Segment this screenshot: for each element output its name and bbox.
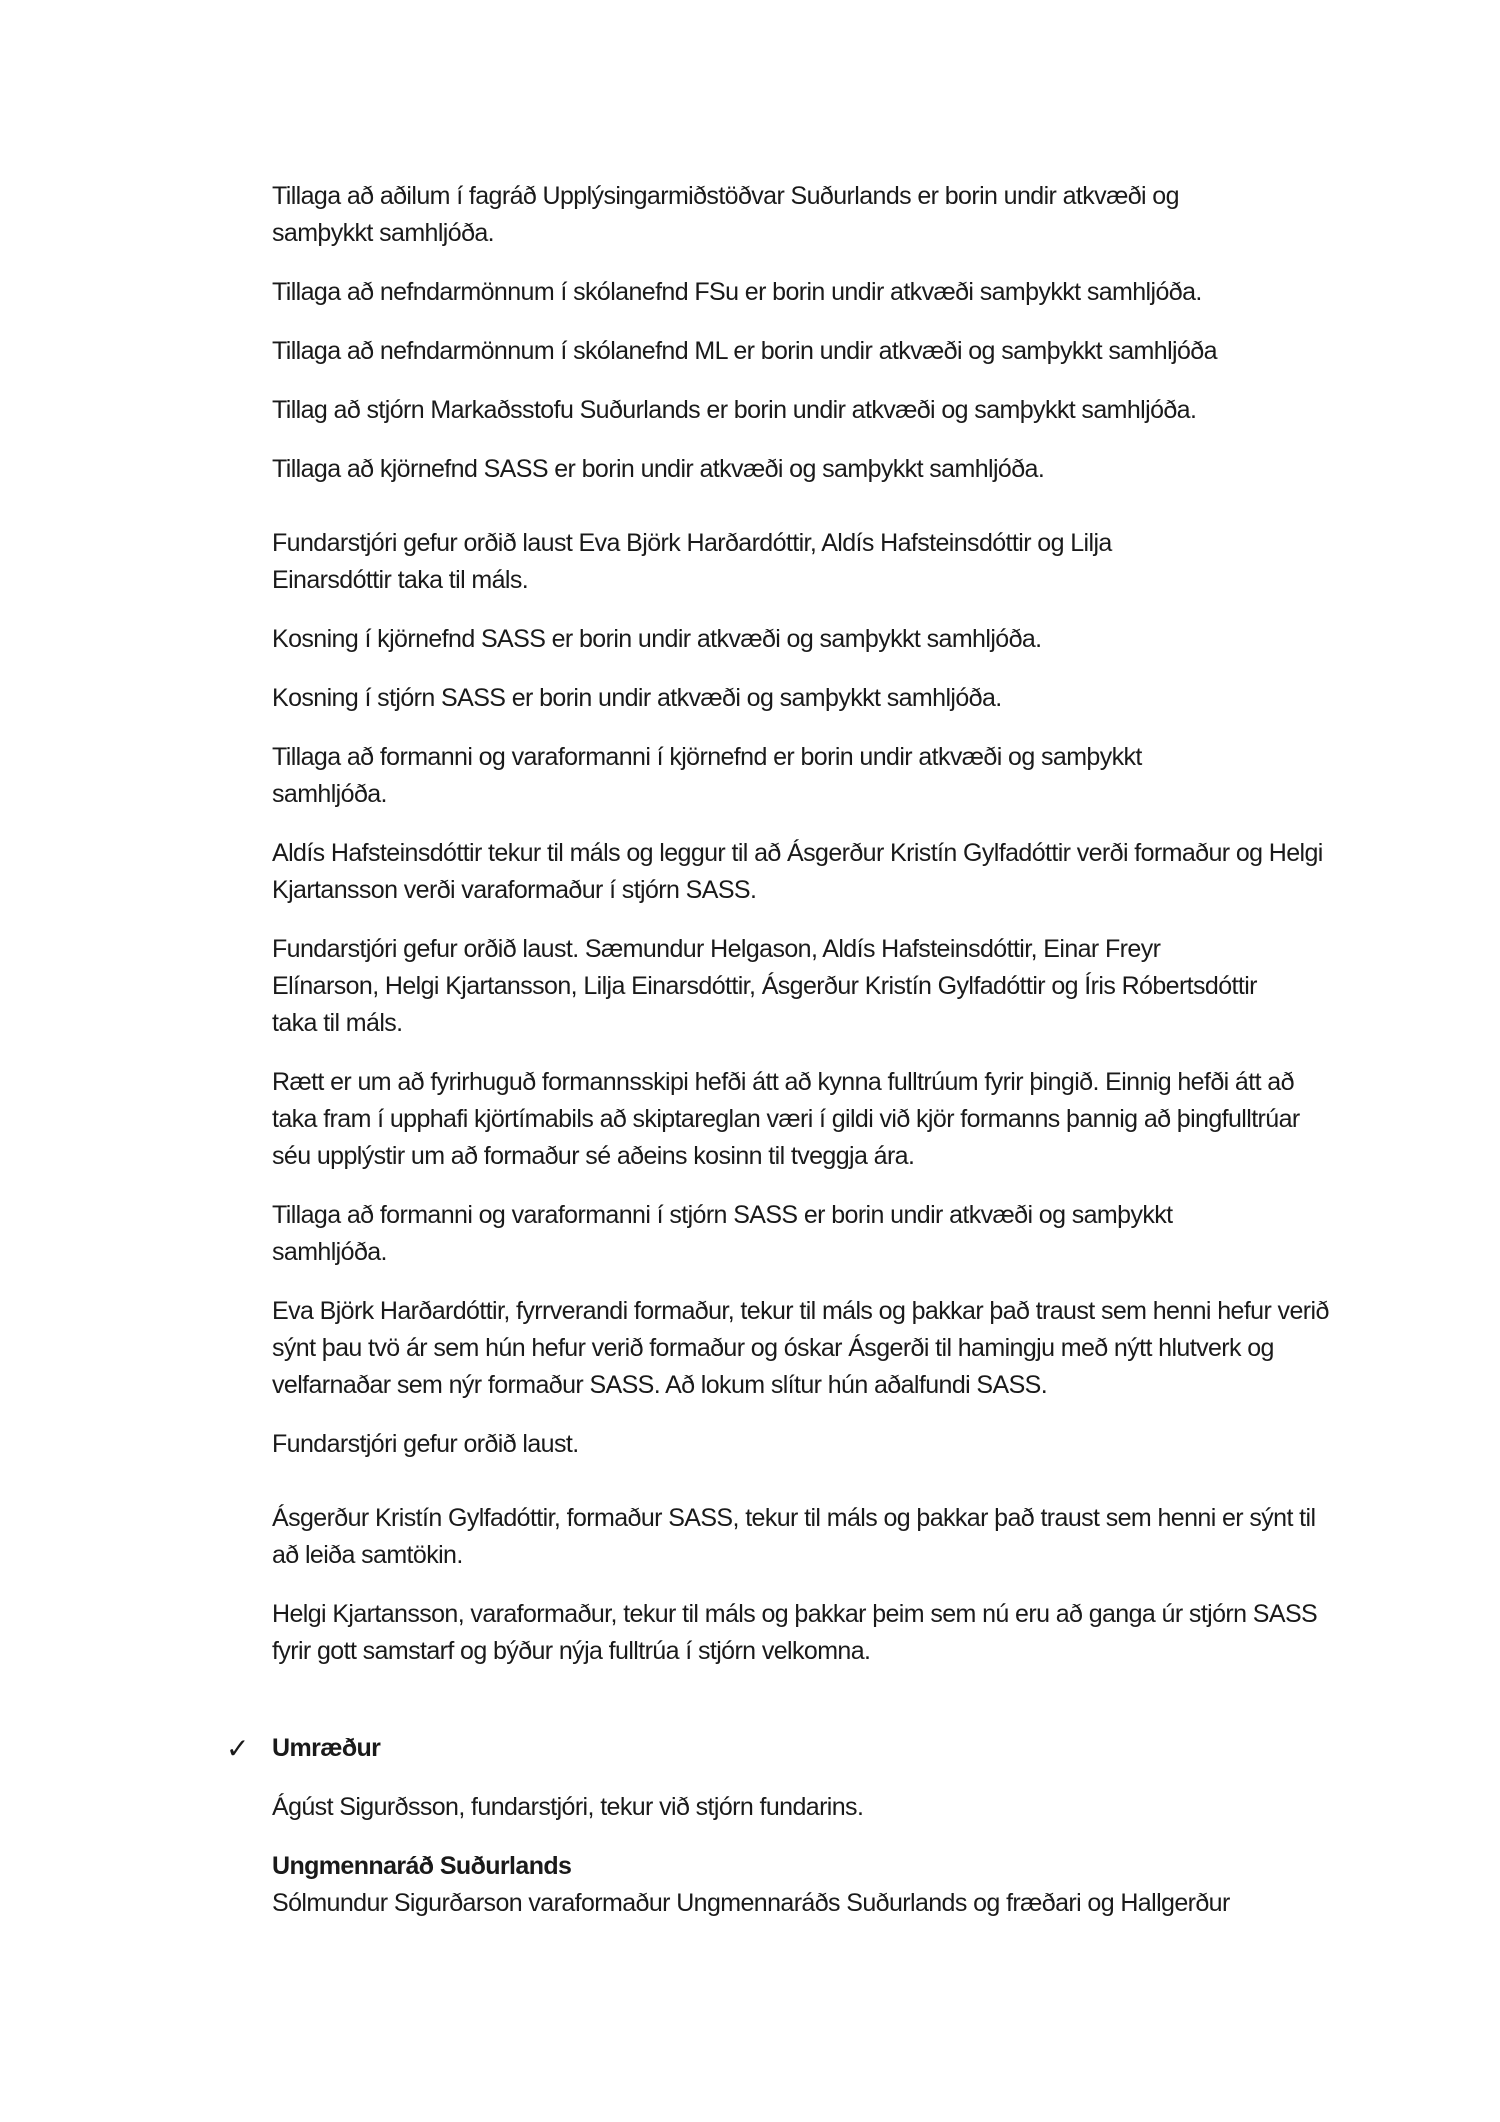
paragraph-eva-bjork: Eva Björk Harðardóttir, fyrrverandi formaður, tekur til máls og þakkar það traust sem henni hefur verið sýnt þau tvö ár sem hún hefur verið formaður og óskar Ásgerði til hamingju með nýtt hlutverk og velfarnaðar sem nýr formaður SASS. Að lokum slítur hún aðalfundi SASS. — [272, 1297, 1329, 1399]
paragraph-formadur-stjorn: Tillaga að formanni og varaformanni í stjórn SASS er borin undir atkvæði og samþykkt samhljóða. — [272, 1201, 1173, 1266]
paragraph-kosning-kjornefnd: Kosning í kjörnefnd SASS er borin undir atkvæði og samþykkt samhljóða. — [272, 625, 1042, 653]
paragraph-markadsstofa: Tillag að stjórn Markaðsstofu Suðurlands er borin undir atkvæði og samþykkt samhljóða. — [272, 396, 1197, 424]
paragraph-ml: Tillaga að nefndarmönnum í skólanefnd ML er borin undir atkvæði og samþykkt samhljóða — [272, 337, 1217, 365]
paragraph-fundarstjori-1: Fundarstjóri gefur orðið laust Eva Björk Harðardóttir, Aldís Hafsteinsdóttir og Lilja Einarsdóttir taka til máls. — [272, 529, 1112, 594]
paragraph-aldis: Aldís Hafsteinsdóttir tekur til máls og leggur til að Ásgerður Kristín Gylfadóttir verði formaður og Helgi Kjartansson verði varaformaður í stjórn SASS. — [272, 839, 1323, 904]
checkmark-icon: ✓ — [226, 1733, 250, 1764]
paragraph-solmundur: Sólmundur Sigurðarson varaformaður Ungmennaráðs Suðurlands og fræðari og Hallgerður — [272, 1889, 1230, 1917]
section-umraedur — [226, 1730, 1342, 1767]
section-heading: Umræður — [272, 1734, 381, 1762]
paragraph-fundarstjori-2: Fundarstjóri gefur orðið laust. Sæmundur Helgason, Aldís Hafsteinsdóttir, Einar Freyr Elínarson, Helgi Kjartansson, Lilja Einarsdóttir, Ásgerður Kristín Gylfadóttir og Íris Róbertsdóttir taka til máls. — [272, 935, 1257, 1037]
paragraph-kosning-stjorn: Kosning í stjórn SASS er borin undir atkvæði og samþykkt samhljóða. — [272, 684, 1002, 712]
paragraph-formadur-kjornefnd: Tillaga að formanni og varaformanni í kjörnefnd er borin undir atkvæði og samþykkt samhljóða. — [272, 743, 1142, 808]
paragraph-helgi: Helgi Kjartansson, varaformaður, tekur til máls og þakkar þeim sem nú eru að ganga úr stjórn SASS fyrir gott samstarf og býður nýja fulltrúa í stjórn velkomna. — [272, 1600, 1318, 1665]
paragraph-kjornefnd: Tillaga að kjörnefnd SASS er borin undir atkvæði og samþykkt samhljóða. — [272, 455, 1045, 483]
subheading-ungmennarad: Ungmennaráð Suðurlands — [272, 1852, 572, 1880]
paragraph-fagrad: Tillaga að aðilum í fagráð Upplýsingarmiðstöðvar Suðurlands er borin undir atkvæði og samþykkt samhljóða. — [272, 182, 1179, 247]
document-body — [226, 178, 1342, 1922]
paragraph-agust: Ágúst Sigurðsson, fundarstjóri, tekur við stjórn fundarins. — [272, 1793, 864, 1821]
paragraph-asgerdur: Ásgerður Kristín Gylfadóttir, formaður SASS, tekur til máls og þakkar það traust sem henni er sýnt til að leiða samtökin. — [272, 1504, 1316, 1569]
paragraph-fsu: Tillaga að nefndarmönnum í skólanefnd FSu er borin undir atkvæði samþykkt samhljóða. — [272, 278, 1202, 306]
paragraph-formannsskipti: Rætt er um að fyrirhuguð formannsskipi hefði átt að kynna fulltrúum fyrir þingið. Einnig hefði átt að taka fram í upphafi kjörtímabils að skiptareglan væri í gildi við kjör formanns þannig að þingfulltrúar séu upplýstir um að formaður sé aðeins kosinn til tveggja ára. — [272, 1068, 1300, 1170]
paragraph-fundarstjori-3: Fundarstjóri gefur orðið laust. — [272, 1430, 579, 1458]
